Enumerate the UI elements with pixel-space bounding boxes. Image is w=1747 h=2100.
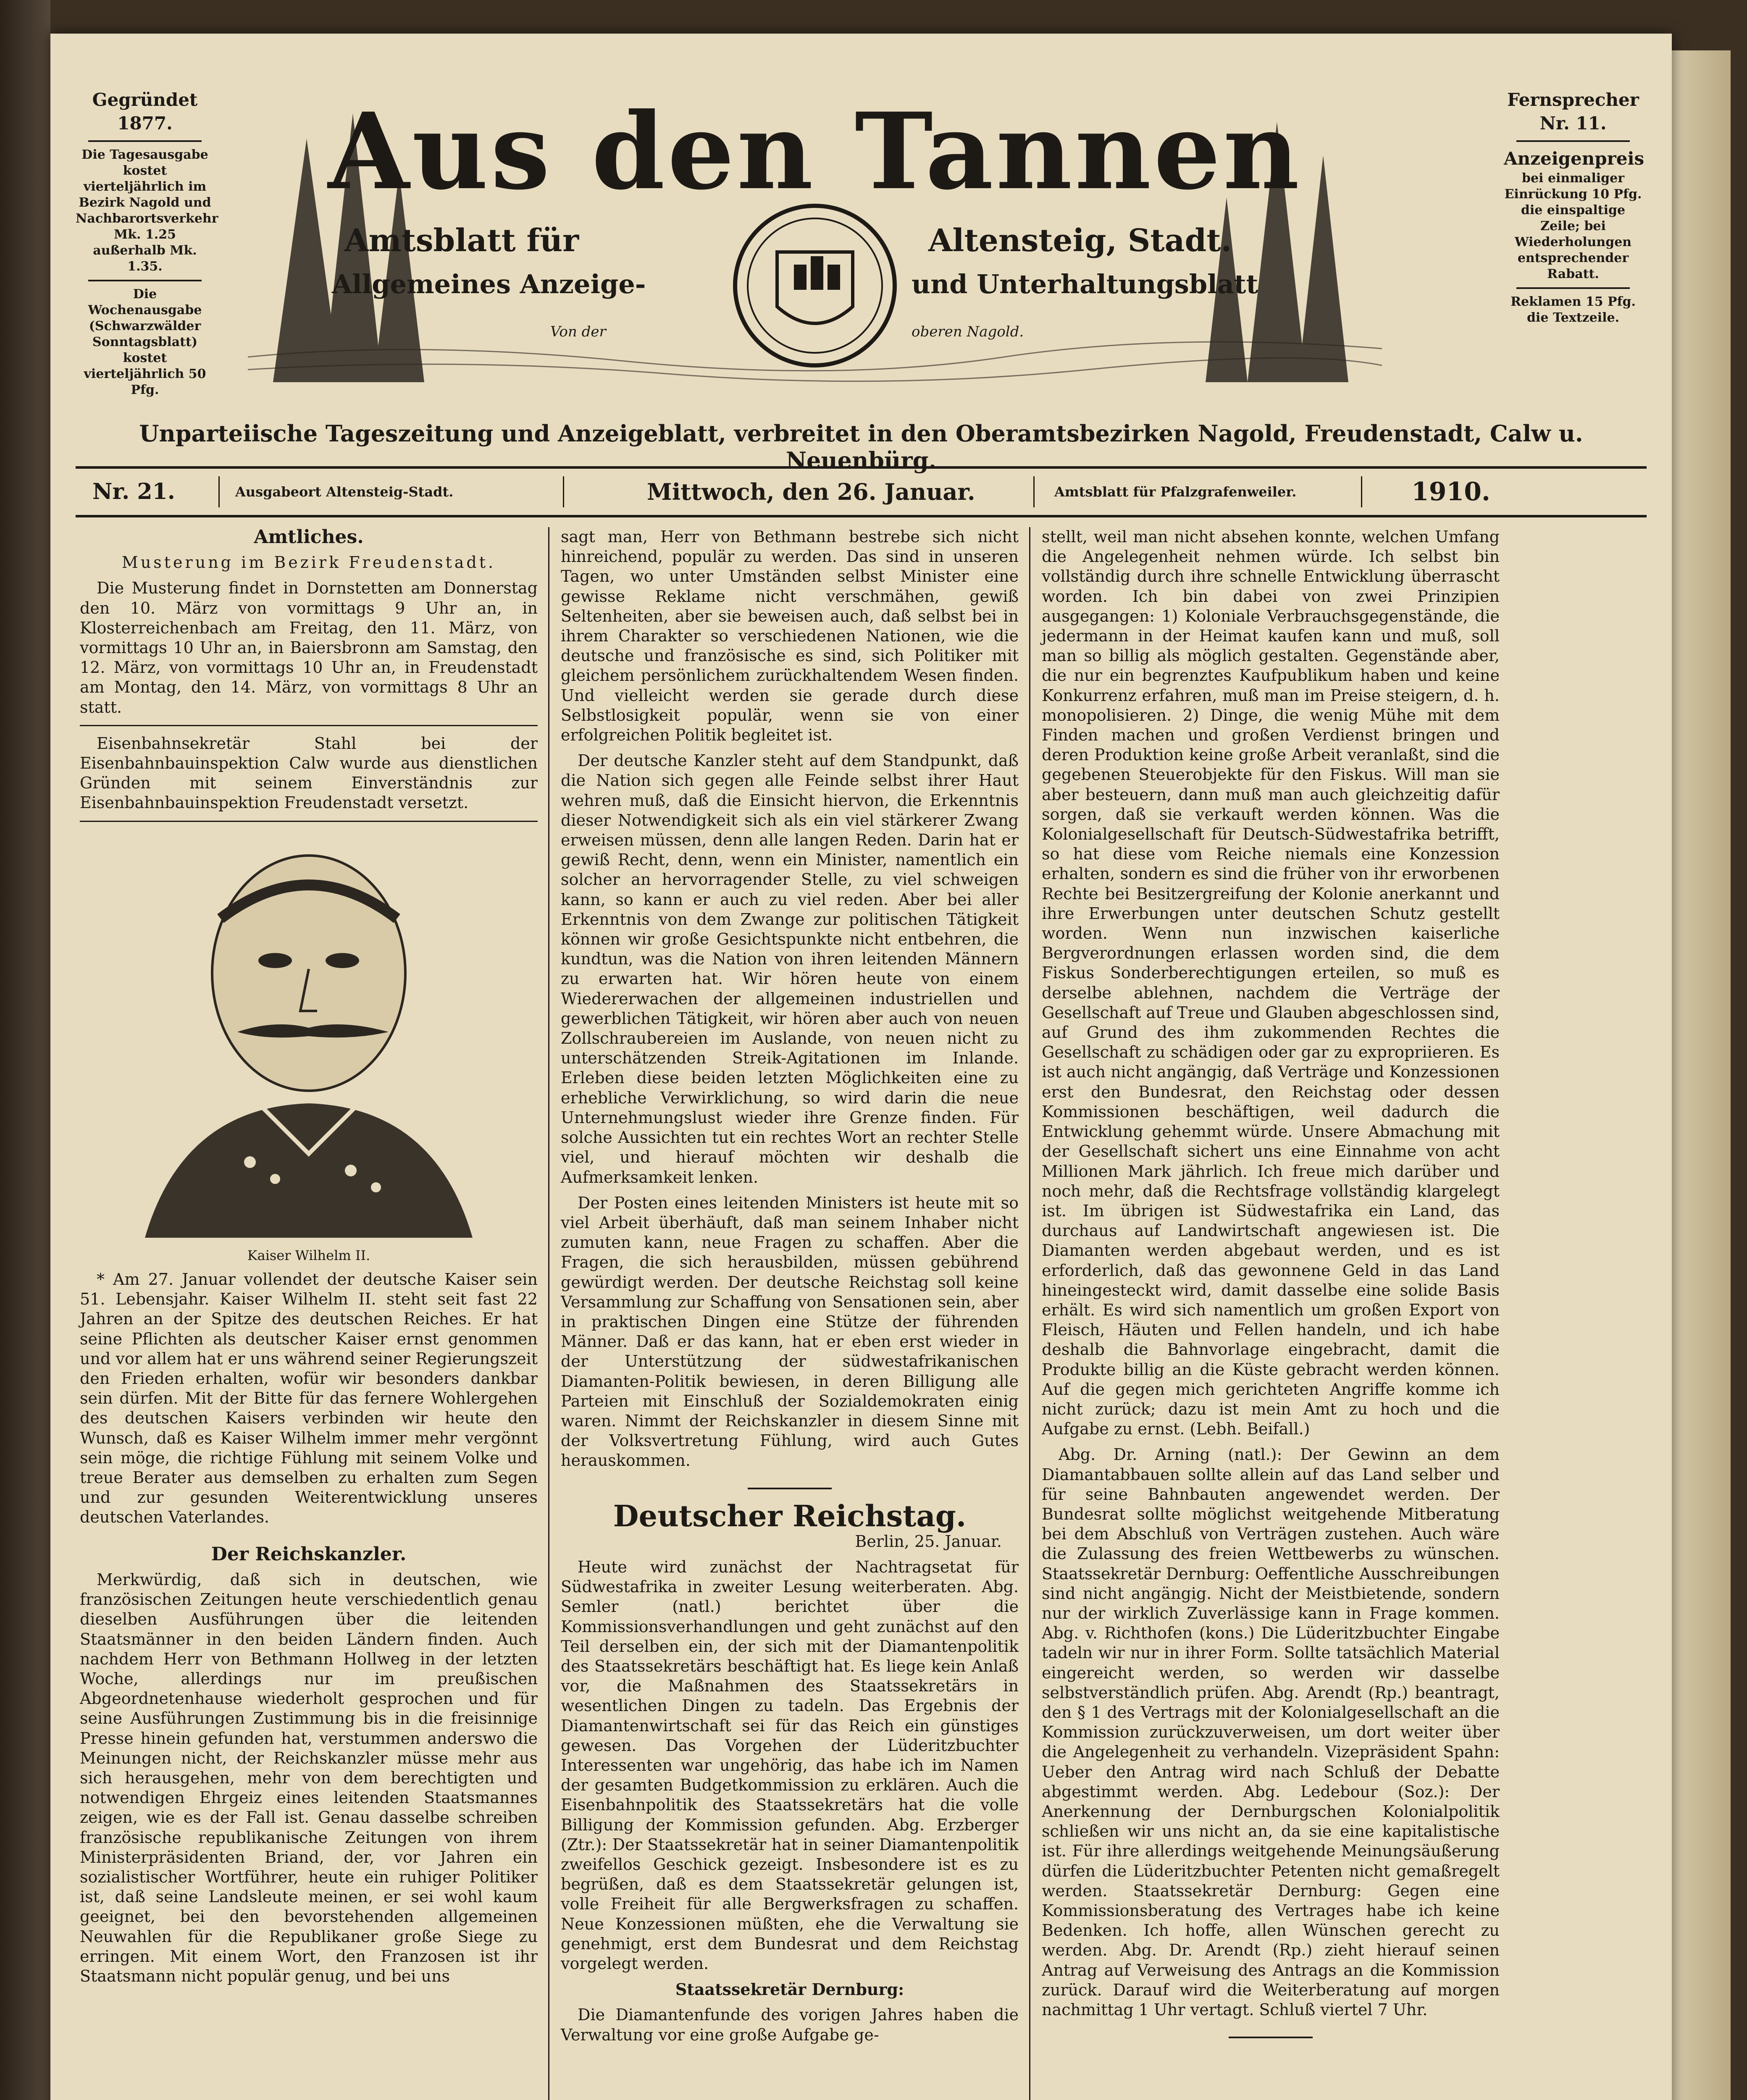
portrait-kaiser xyxy=(99,835,519,1265)
heading-reichskanzler: Der Reichskanzler. xyxy=(211,1543,407,1565)
notice-musterung-title: Musterung im Bezirk Freudenstadt. xyxy=(121,553,496,572)
portrait-caption: Kaiser Wilhelm II. xyxy=(247,1247,370,1263)
masthead xyxy=(76,88,1647,407)
article-dernburg-start: Die Diamantenfunde des vorigen Jahres haben die Verwaltung vor eine große Aufgabe ge- xyxy=(561,2006,1019,2044)
founded-label: Gegründet xyxy=(92,89,198,110)
notice-eisenbahn: Eisenbahnsekretär Stahl bei der Eisenbahnbauinspektion Calw wurde aus dienstlichen Gründen mit seinem Einverständnis zur Eisenbahnbauinspektion Freudenstadt versetzt. xyxy=(80,734,538,812)
subtitle-left-1: Amtsblatt für xyxy=(344,223,579,259)
article-dernburg-cont: stellt, weil man nicht absehen konnte, welchen Umfang die Angelegenheit nehmen würde. Ich selbst bin vollständig durch ihre schnelle Entwicklung überrascht worden. Ich bin dabei von zwei Prinzipien ausgegangen: 1) Koloniale Verbrauchsgegenstände, die jedermann in der Heimat kaufen kann und muß, soll man so billig als möglich gestalten. Gegenstände aber, die nur ein begrenztes Kaufpublikum haben und keine Konkurrenz erfahren, muß man im Preise steigern, d. h. monopolisieren. 2) Dinge, die wenig Mühe mit dem Finden machen und großen Verdienst bringen und deren Produktion keine große Arbeit veranlaßt, sind die gegebenen Steuerobjekte für den Fiskus. Will man sie aber besteuern, dann muß man auch gleichzeitig dafür sorgen, daß sie verkauft werden können. Was die Kolonialgesellschaft für Deutsch-Südwestafrika betrifft, so hat diese vom Reiche niemals eine Konzession erhalten, sondern es sind die früher von ihr erworbenen Rechte bei Besitzergreifung der Kolonie anerkannt und ihre Erwerbungen unter deutschen Schutz gestellt worden. Wenn nun inzwischen kaiserliche Bergverordnungen erlassen worden sind, die dem Fiskus Sonderberechtigungen erteilen, so muß es derselbe ablehnen, nachdem die Verträge der Gesellschaft auf Treue und Glauben abgeschlossen sind, auf Grund des ihm zukommenden Rechtes die Gesellschaft zu schädigen oder gar zu expropriieren. Es ist auch nicht angängig, daß Verträge und Konzessionen erst den Bundesrat, den Reichstag oder dessen Kommissionen beschäftigen, weil dadurch die Entwicklung gehemmt würde. Unsere Abmachung mit der Gesellschaft sichert uns eine Einnahme von acht Millionen Mark jährlich. Ich freue mich darüber und noch mehr, daß die Rechtsfrage vollständig klargelegt ist. Im übrigen ist Südwestafrika ein Land, das durchaus auf Landwirtschaft angewiesen ist. Die Diamanten werden abgebaut werden, und es ist erforderlich, daß das gewonnene Geld in das Land hineingesteckt wird, damit dasselbe eine solide Basis erhält. Es wird sich namentlich um großen Export von Fleisch, Häuten und Fellen handeln, und ich habe deshalb die Bahnvorlage eingebracht, damit die Produkte billig an die Küste gebracht werden können. Auf die gegen mich gerichteten Angriffe komme ich nicht zurück; dazu ist mein Amt zu hoch und die Aufgabe zu ernst. (Lebh. Beifall.) xyxy=(1042,528,1500,1438)
subscription-daily: Die Tagesausgabe kostet vierteljährlich im Bezirk Nagold und Nachbarortsverkehr Mk. 1.25 außerhalb Mk. 1.35. xyxy=(76,147,218,274)
article-kaiser-birthday: * Am 27. Januar vollendet der deutsche Kaiser sein 51. Lebensjahr. Kaiser Wilhelm II. steht seit fast 22 Jahren an der Spitze des deutschen Reiches. Er hat seine Pflichten als deutscher Kaiser ernst genommen und vor allem hat er uns während seiner Regierungszeit den Frieden erhalten, wofür wir besonders dankbar sein dürfen. Mit der Bitte für das fernere Wohlergehen des deutschen Kaisers verbinden wir heute den Wunsch, daß es Kaiser Wilhelm immer mehr vergönnt sein möge, die richtige Fühlung mit seinem Volke und treue Berater aus demselben zu erhalten zum Segen und zur gesunden Weiterentwicklung unseres deutschen Vaterlandes. xyxy=(80,1270,538,1527)
official-gazette: Amtsblatt für Pfalzgrafenweiler. xyxy=(1054,484,1297,500)
article-reichskanzler: Merkwürdig, daß sich in deutschen, wie französischen Zeitungen heute verschiedentlich genau dieselben Ausführungen über die leitenden Staatsmänner in den beiden Ländern finden. Auch nachdem Herr von Bethmann Hollweg in der letzten Woche, allerdings nur im preußischen Abgeordnetenhause wiederholt gesprochen und für seine Ausführungen Zustimmung bis in die freisinnige Presse hinein gefunden hat, verstummen anderswo die Meinungen nicht, der Reichskanzler müsse mehr aus sich herausgehen, mehr von dem berechtigten und notwendigen Ehrgeiz eines leitenden Staatsmannes zeigen, wie es der Fall ist. Genau dasselbe schreiben französische republikanische Zeitungen von ihrem Ministerpräsidenten Briand, der, vor Jahren ein sozialistischer Wortführer, heute ein ruhiger Politiker ist, daß seine Landsleute meinen, er sei wohl kaum geeignet, bei den bevorstehenden allgemeinen Neuwahlen für die Republikaner große Siege zu erringen. Mit einem Wort, den Franzosen ist ihr Staatsmann nicht populär genug, und bei uns xyxy=(80,1570,538,1985)
subheading-dernburg: Staatssekretär Dernburg: xyxy=(675,1980,904,1999)
subtitle-small-left: Von der xyxy=(550,323,606,340)
newspaper-page xyxy=(50,34,1672,2100)
ad-reklame-info: Reklamen 15 Pfg. die Textzeile. xyxy=(1511,294,1636,325)
column-2 xyxy=(561,527,1019,2051)
heading-amtliches: Amtliches. xyxy=(254,526,364,548)
subtitle-right-1: Altensteig, Stadt. xyxy=(928,223,1232,259)
issue-number: Nr. 21. xyxy=(92,479,175,504)
heading-reichstag: Deutscher Reichstag. xyxy=(613,1498,967,1533)
newspaper-title: Aus den Tannen xyxy=(328,89,1302,213)
publication-place: Ausgabeort Altensteig-Stadt. xyxy=(235,484,454,500)
masthead-right-box xyxy=(1504,88,1645,326)
founded-year: 1877. xyxy=(117,113,173,134)
subtitle-small-right: oberen Nagold. xyxy=(912,323,1024,340)
issue-year: 1910. xyxy=(1411,477,1490,507)
notice-musterung: Die Musterung findet in Dornstetten am Donnerstag den 10. März von vormittags 9 Uhr an, in Klosterreichenbach am Freitag, den 11. März, von vormittags 10 Uhr an, in Baiersbronn am Samstag, den 12. März, von vormittags 10 Uhr an, in Freudenstadt am Montag, den 14. März, von vormittags 8 Uhr an statt. xyxy=(80,579,538,717)
portrait-illustration xyxy=(99,835,519,1238)
article-reichskanzler-cont: sagt man, Herr von Bethmann bestrebe sich nicht hinreichend, populär zu werden. Das sind in unseren Tagen, wo unter Umständen selbst Minister eine gewisse Reklame nicht verschmähen, gewiß Seltenheiten, aber sie beweisen auch, daß selbst bei in ihrem Charakter so verschiedenen Nationen, wie die deutsche und französische es sind, sich Politiker mit gleichem persönlichem zurückhaltendem Wesen finden. Und vielleicht werden sie gerade durch diese Selbstlosigkeit populär, wenn sie von einer erfolgreichen Politik begleitet ist. xyxy=(561,528,1019,745)
subscription-weekly: Die Wochenausgabe (Schwarzwälder Sonntagsblatt) kostet vierteljährlich 50 Pfg. xyxy=(84,287,206,397)
masthead-title-art xyxy=(248,88,1382,382)
article-reichskanzler-p2: Der deutsche Kanzler steht auf dem Standpunkt, daß die Nation sich gegen alle Feinde selbst ihrer Haut wehren muß, daß die Einsicht hiervon, die Erkenntnis dieser Notwendigkeit sich als ein viel stärkerer Zwang erweisen müssen, denn alle langen Reden. Darin hat er gewiß Recht, denn, wenn ein Minister, namentlich ein solcher an hervorragender Stelle, zu viel schweigen kann, so kann er auch zu viel reden. Aber bei aller Erkenntnis von dem Zwange zur politischen Tätigkeit können wir große Gesichtspunkte nicht entbehren, die kundtun, was die Nation von ihren leitenden Männern zu erwarten hat. Wir hören heute von einem Wiedererwachen der allgemeinen industriellen und gewerblichen Tätigkeit, wir hören aber auch von neuen Zollschraubereien im Auslande, von neuen nicht zu unterschätzenden Streik-Agitationen im Inlande. Erleben diese beiden letzten Möglichkeiten eine zu erhebliche Verwirklichung, so wird darin die neue Unternehmungslust wieder ihre Grenze finden. Für solche Aussichten tut ein rechtes Wort an rechter Stelle viel, und hierauf möchten wir deshalb die Aufmerksamkeit lenken. xyxy=(561,751,1019,1186)
phone-label: Fernsprecher xyxy=(1507,89,1639,110)
issue-date: Mittwoch, den 26. Januar. xyxy=(647,478,975,505)
article-reichskanzler-p3: Der Posten eines leitenden Ministers ist heute mit so viel Arbeit überhäuft, daß man seinem Inhaber nicht zumuten kann, neue Fragen zu schaffen. Aber die Fragen, die sich herausbilden, müssen gebührend gewürdigt werden. Der deutsche Reichstag soll keine Versammlung zur Schaffung von Sensationen sein, aber in praktischen Dingen eine Stütze der führenden Männer. Daß er das kann, hat er eben erst wieder in der Unterstützung der südwestafrikanischen Diamanten-Politik bewiesen, in deren Billigung alle Parteien mit Einschluß der Sozialdemokraten einig waren. Nimmt der Reichskanzler in diesem Sinne mit der Volksvertretung Fühlung, wird auch Gutes herauskommen. xyxy=(561,1193,1019,1470)
reichstag-dateline: Berlin, 25. Januar. xyxy=(855,1532,1002,1551)
ad-price-title: Anzeigenpreis xyxy=(1504,148,1645,169)
subtitle-right-2: und Unterhaltungsblatt xyxy=(912,269,1258,299)
tagline: Unparteiische Tageszeitung und Anzeigeblatt, verbreitet in den Oberamtsbezirken Nagold, Freudenstadt, Calw u. Neuenbürg. xyxy=(139,420,1583,474)
adjacent-page-strip xyxy=(0,0,50,2100)
subtitle-left-2: Allgemeines Anzeige- xyxy=(332,269,646,299)
article-debate: Abg. Dr. Arning (natl.): Der Gewinn an dem Diamantabbauen sollte allein auf das Land selber und für seine Bahnbauten angewendet werden. Der Bundesrat sollte möglichst weitgehende Mitberatung bei dem Abschluß von Verträgen zustehen. Auch wäre die Zulassung des freien Wettbewerbs zu wünschen. Staatssekretär Dernburg: Oeffentliche Ausschreibungen sind nicht angängig. Nicht der Meistbietende, sondern nur der wirklich Zuverlässige kann in Frage kommen. Abg. v. Richthofen (kons.) Die Lüderitzbuchter Eingabe tadeln wir nur in ihrer Form. Sollte tatsächlich Material eingereicht werden, so werden wir dasselbe selbstverständlich prüfen. Abg. Arendt (Rp.) beantragt, den § 1 des Vertrags mit der Kolonialgesellschaft an die Kommission zurückzuverweisen, um dort weiter über die Angelegenheit zu verhandeln. Vizepräsident Spahn: Ueber den Antrag wird nach Schluß der Debatte abgestimmt werden. Abg. Ledebour (Soz.): Der Anerkennung der Dernburgschen Kolonialpolitik schließen wir uns nicht an, da sie eine kapitalistische ist. Für ihre allerdings weitgehende Meinungsäußerung dürfen die Lüderitzbuchter Petenten nicht gemaßregelt werden. Staatssekretär Dernburg: Gegen eine Kommissionsberatung des Vertrages habe ich keine Bedenken. Ich hoffe, allen Wünschen gerecht zu werden. Abg. Dr. Arendt (Rp.) zieht hierauf seinen Antrag auf Verweisung des Antrags an die Kommission zurück. Darauf wird die Weiterberatung auf morgen nachmittag 1 Uhr vertagt. Schluß viertel 7 Uhr. xyxy=(1042,1445,1500,2019)
article-reichstag: Heute wird zunächst der Nachtragsetat für Südwestafrika in zweiter Lesung weiterberaten. Abg. Semler (natl.) berichtet über die Kommissionsverhandlungen und geht zunächst auf den Teil derselben ein, der sich mit der Diamantenpolitik des Staatssekretärs beschäftigt hat. Es liege kein Anlaß vor, die Maßnahmen des Staatssekretärs in wesentlichen Dingen zu tadeln. Das Ergebnis der Diamantenwirtschaft sei für das Reich ein günstiges gewesen. Das Vorgehen der Lüderitzbuchter Interessenten war ungehörig, das habe ich im Namen der gesamten Budgetkommission zu erklären. Auch die Eisenbahnpolitik des Staatssekretärs hat die volle Billigung der Kommission gefunden. Abg. Erzberger (Ztr.): Der Staatssekretär hat in seiner Diamantenpolitik zweifellos Geschick gezeigt. Insbesondere ist es zu begrüßen, daß es dem Staatssekretär gelungen ist, volle Freiheit für alle Bergwerksfragen zu schaffen. Neue Konzessionen müßten, ehe die Verwaltung sie genehmigt, erst dem Bundesrat und dem Reichstag vorgelegt werden. xyxy=(561,1557,1019,1973)
column-1 xyxy=(80,527,538,1992)
page-stack-edge xyxy=(1672,50,1731,2100)
ad-price-info: bei einmaliger Einrückung 10 Pfg. die einspaltige Zeile; bei Wiederholungen entsprechender Rabatt. xyxy=(1504,171,1642,281)
dateline-bar xyxy=(76,466,1647,517)
column-3 xyxy=(1042,527,1500,2055)
phone-number: Nr. 11. xyxy=(1539,113,1607,134)
masthead-left-box xyxy=(76,88,218,398)
